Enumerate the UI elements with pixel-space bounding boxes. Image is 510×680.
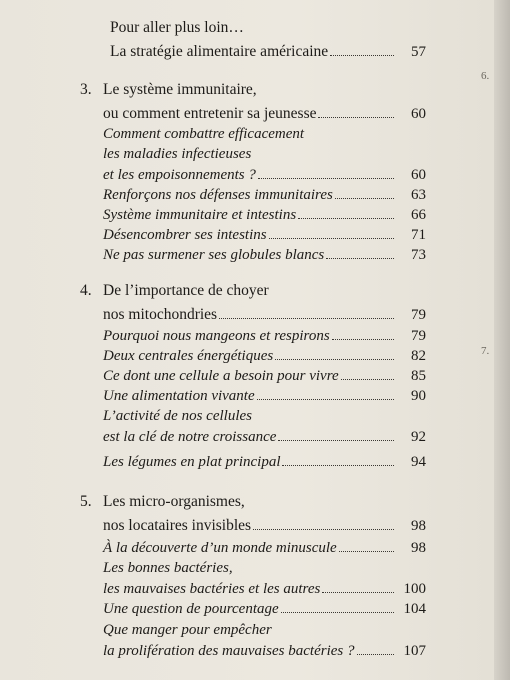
leader-dots	[257, 385, 394, 400]
section-entry	[103, 640, 426, 660]
section-entry	[103, 244, 426, 264]
chapter-title: Les micro-organismes,	[103, 493, 245, 510]
leader-dots	[330, 41, 394, 56]
page-edge	[494, 0, 510, 680]
toc-page-number: 104	[403, 601, 426, 617]
toc-page-number: 100	[403, 581, 426, 597]
margin-mark: 7.	[481, 345, 490, 357]
toc-page-number: 82	[411, 348, 426, 364]
toc-page-number: 98	[411, 518, 426, 534]
toc-page-number: 94	[411, 454, 426, 470]
chapter-number: 4.	[80, 282, 92, 299]
leader-dots	[258, 164, 394, 179]
chapter-entry	[103, 103, 426, 123]
leader-dots	[318, 103, 394, 118]
section-line: les maladies infectieuses	[103, 146, 252, 162]
leader-dots	[282, 451, 394, 466]
section-entry	[103, 365, 426, 385]
toc-page-number: 107	[403, 643, 426, 659]
chapter-entry	[103, 515, 426, 535]
toc-page-number: 92	[411, 429, 426, 445]
section-entry	[103, 537, 426, 557]
toc-entry-text: À la découverte d’un monde minuscule	[103, 540, 337, 556]
leader-dots	[332, 325, 394, 340]
toc-entry-text: Ce dont une cellule a besoin pour vivre	[103, 368, 339, 384]
chapter-entry	[103, 304, 426, 324]
chapter-number: 5.	[80, 493, 92, 510]
chapter-title: De l’importance de choyer	[103, 282, 269, 299]
section-entry	[103, 578, 426, 598]
chapter-title: Le système immunitaire,	[103, 81, 257, 98]
section-entry	[103, 385, 426, 405]
section-entry	[103, 451, 426, 471]
toc-page-number: 79	[411, 328, 426, 344]
toc-line: Pour aller plus loin…	[110, 19, 244, 36]
toc-page-number: 71	[411, 227, 426, 243]
toc-page-number: 85	[411, 368, 426, 384]
margin-mark: 6.	[481, 70, 490, 82]
toc-page-number: 90	[411, 388, 426, 404]
toc-entry-text: Une question de pourcentage	[103, 601, 279, 617]
toc-entry-text: Pourquoi nous mangeons et respirons	[103, 328, 330, 344]
toc-page-number: 98	[411, 540, 426, 556]
leader-dots	[219, 304, 394, 319]
section-entry	[103, 598, 426, 618]
toc-entry-text: Deux centrales énergétiques	[103, 348, 274, 364]
toc-entry-text: les mauvaises bactéries et les autres	[103, 581, 321, 597]
toc-page-number: 79	[411, 307, 426, 323]
toc-entry-text: Renforçons nos défenses immunitaires	[103, 187, 333, 203]
section-entry	[103, 204, 426, 224]
toc-page-number: 57	[411, 44, 426, 60]
toc-entry-text: est la clé de notre croissance	[103, 429, 277, 445]
leader-dots	[357, 640, 395, 655]
leader-dots	[253, 515, 394, 530]
leader-dots	[269, 224, 394, 239]
leader-dots	[278, 426, 394, 441]
toc-entry-text: Désencombrer ses intestins	[103, 227, 267, 243]
leader-dots	[339, 537, 394, 552]
section-entry	[103, 224, 426, 244]
toc-entry-text: nos locataires invisibles	[103, 517, 252, 534]
toc-entry-text: Système immunitaire et intestins	[103, 207, 297, 223]
chapter-number: 3.	[80, 81, 92, 98]
toc-page-number: 63	[411, 187, 426, 203]
section-line: Les bonnes bactéries,	[103, 560, 233, 576]
section-entry	[103, 184, 426, 204]
toc-entry-text: Les légumes en plat principal	[103, 454, 281, 470]
section-line: Que manger pour empêcher	[103, 622, 272, 638]
leader-dots	[322, 578, 394, 593]
toc-entry-text: nos mitochondries	[103, 306, 218, 323]
section-entry	[103, 426, 426, 446]
leader-dots	[341, 365, 394, 380]
toc-entry-text: ou comment entretenir sa jeunesse	[103, 105, 317, 122]
toc-page-number: 73	[411, 247, 426, 263]
section-entry	[103, 345, 426, 365]
toc-entry-text: Ne pas surmener ses globules blancs	[103, 247, 325, 263]
toc-entry-text: et les empoisonnements ?	[103, 167, 256, 183]
section-line: Comment combattre efficacement	[103, 126, 305, 142]
toc-entry-text: Une alimentation vivante	[103, 388, 255, 404]
section-entry	[103, 325, 426, 345]
toc-entry	[110, 41, 426, 61]
leader-dots	[335, 184, 394, 199]
toc-entry-text: La stratégie alimentaire américaine	[110, 43, 329, 60]
section-line: L’activité de nos cellules	[103, 408, 252, 424]
leader-dots	[275, 345, 394, 360]
leader-dots	[298, 204, 394, 219]
leader-dots	[326, 244, 394, 259]
section-entry	[103, 164, 426, 184]
toc-page-number: 60	[411, 106, 426, 122]
toc-page-number: 66	[411, 207, 426, 223]
leader-dots	[281, 598, 394, 613]
toc-page-number: 60	[411, 167, 426, 183]
toc-entry-text: la prolifération des mauvaises bactéries ?	[103, 643, 355, 659]
